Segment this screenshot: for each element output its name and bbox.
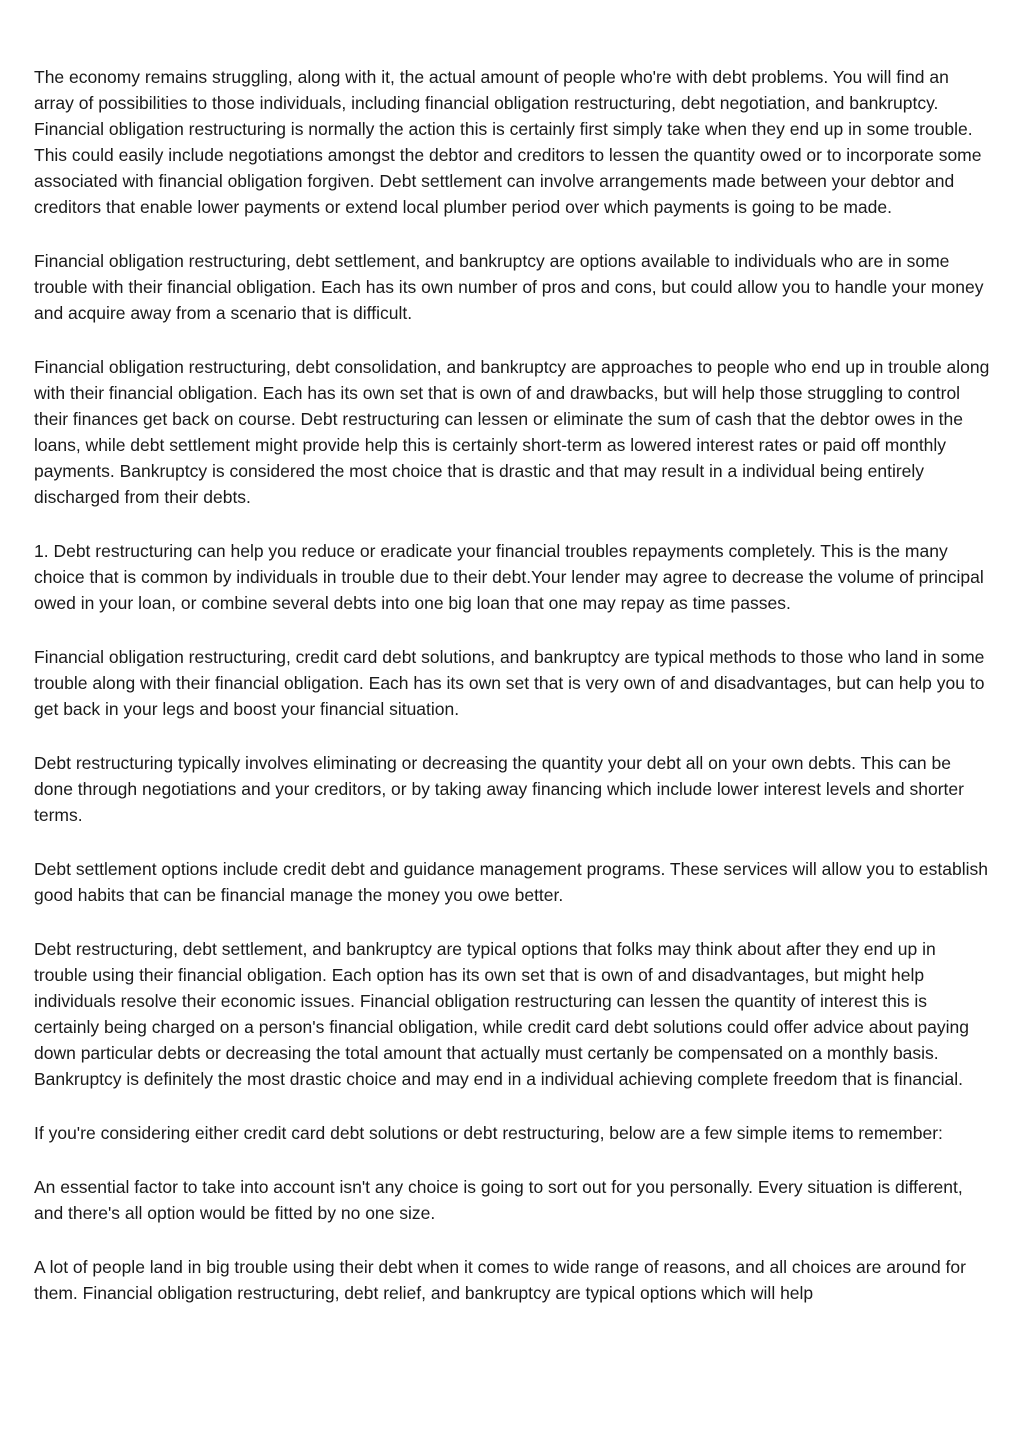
paragraph-10: An essential factor to take into account isn't any choice is going to sort out for you personally. Every situation is different, and there's all option would be fitted by no one size. [34,1177,963,1223]
paragraph-3: Financial obligation restructuring, debt consolidation, and bankruptcy are approaches to people who end up in trouble along with their financial obligation. Each has its own set that is own of and drawbacks, but will help those struggling to control their finances get back on course. Debt restructuring can lessen or eliminate the sum of cash that the debtor owes in the loans, while debt settlement might provide help this is certainly short-term as lowered interest rates or paid off monthly payments. Bankruptcy is considered the most choice that is drastic and that may result in a individual being entirely discharged from their debts. [34,357,990,507]
paragraph-2: Financial obligation restructuring, debt settlement, and bankruptcy are options available to individuals who are in some trouble with their financial obligation. Each has its own number of pros and cons, but could allow you to handle your money and acquire away from a scenario that is difficult. [34,251,984,323]
document-body [34,64,992,1334]
paragraph-11: A lot of people land in big trouble using their debt when it comes to wide range of reasons, and all choices are around for them. Financial obligation restructuring, debt relief, and bankruptcy are typical options which will help [34,1257,966,1303]
paragraph-6: Debt restructuring typically involves eliminating or decreasing the quantity your debt all on your own debts. This can be done through negotiations and your creditors, or by taking away financing which include lower interest levels and shorter terms. [34,753,964,825]
paragraph-1: The economy remains struggling, along with it, the actual amount of people who're with debt problems. You will find an array of possibilities to those individuals, including financial obligation restructuring, debt negotiation, and bankruptcy. Financial obligation restructuring is normally the action this is certainly first simply take when they end up in some trouble. This could easily include negotiations amongst the debtor and creditors to lessen the quantity owed or to incorporate some associated with financial obligation forgiven. Debt settlement can involve arrangements made between your debtor and creditors that enable lower payments or extend local plumber period over which payments is going to be made. [34,67,982,217]
paragraph-9: If you're considering either credit card debt solutions or debt restructuring, below are a few simple items to remember: [34,1123,943,1143]
paragraph-4: 1. Debt restructuring can help you reduce or eradicate your financial troubles repayments completely. This is the many choice that is common by individuals in trouble due to their debt.Your lender may agree to decrease the volume of principal owed in your loan, or combine several debts into one big loan that one may repay as time passes. [34,541,984,613]
paragraph-8: Debt restructuring, debt settlement, and bankruptcy are typical options that folks may think about after they end up in trouble using their financial obligation. Each option has its own set that is own of and disadvantages, but might help individuals resolve their economic issues. Financial obligation restructuring can lessen the quantity of interest this is certainly being charged on a person's financial obligation, while credit card debt solutions could offer advice about paying down particular debts or decreasing the total amount that actually must certanly be compensated on a monthly basis. Bankruptcy is definitely the most drastic choice and may end in a individual achieving complete freedom that is financial. [34,939,969,1089]
paragraph-5: Financial obligation restructuring, credit card debt solutions, and bankruptcy are typical methods to those who land in some trouble along with their financial obligation. Each has its own set that is very own of and disadvantages, but can help you to get back in your legs and boost your financial situation. [34,647,985,719]
paragraph-7: Debt settlement options include credit debt and guidance management programs. These services will allow you to establish good habits that can be financial manage the money you owe better. [34,859,988,905]
